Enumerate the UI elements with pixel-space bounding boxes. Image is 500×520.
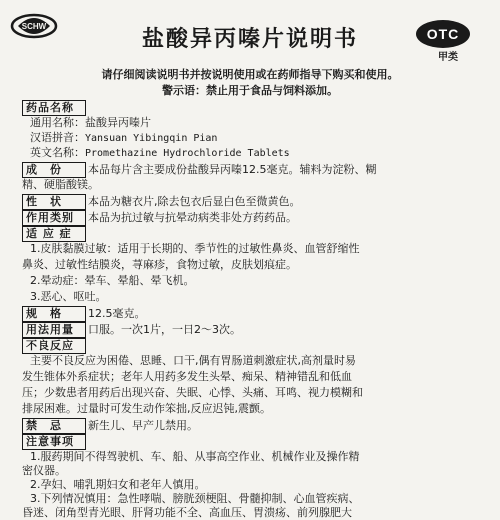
caution-header: [22, 434, 486, 450]
pinyin-label: 汉语拼音：: [30, 131, 85, 144]
section-label: 药品名称: [22, 100, 86, 116]
section-label: 适 应 症: [22, 226, 86, 242]
dosage-row: [22, 322, 486, 338]
section-label: 禁 忌: [22, 418, 86, 434]
document-title: 盐酸异丙嗪片说明书: [141, 27, 358, 52]
generic-name-row: [30, 116, 486, 130]
adverse-text-1: 主要不良反应为困倦、思睡、口干,偶有胃肠道刺激症状,高剂量时易: [30, 354, 356, 367]
category-row: [22, 210, 486, 226]
section-name-header: [22, 100, 486, 116]
contra-text: 新生儿、早产儿禁用。: [88, 419, 198, 432]
caution-item-3-cont: 昏迷、闭角型青光眼、肝肾功能不全、高血压、胃溃疡、前列腺肥大: [22, 506, 352, 519]
otc-category: 甲类: [438, 52, 458, 63]
section-label: 规 格: [22, 306, 86, 322]
generic-name-value: 盐酸异丙嗪片: [85, 116, 151, 129]
dosage-text: 口服。一次1片，一日2～3次。: [88, 323, 241, 336]
warning-notice: [0, 84, 500, 98]
spec-row: [22, 306, 486, 322]
character-text: 本品为糖衣片,除去包衣后显白色至微黄色。: [88, 195, 301, 208]
ingredients-row: [22, 162, 486, 178]
ingredients-text: 本品每片含主要成份盐酸异丙嗪12.5毫克。辅料为淀粉、糊: [88, 163, 377, 176]
caution-item-1-cont: 密仪器。: [22, 464, 66, 477]
contra-row: [22, 418, 486, 434]
caution-item-2: 2.孕妇、哺乳期妇女和老年人慎用。: [30, 478, 206, 491]
section-label: 注意事项: [22, 434, 86, 450]
ingredients-text-cont: 精、硬脂酸镁。: [22, 178, 99, 191]
pinyin-row: [30, 131, 486, 146]
spec-text: 12.5毫克。: [88, 307, 146, 320]
indication-item-1-cont: 鼻炎、过敏性结膜炎，荨麻疹，食物过敏，皮肤划痕症。: [22, 258, 297, 271]
read-notice: 请仔细阅读说明书并按说明使用或在药师指导下购买和使用。: [101, 68, 399, 81]
character-row: [22, 194, 486, 210]
otc-badge: OTC: [416, 20, 470, 48]
adverse-text-3: 压；少数患者用药后出现兴奋、失眠、心悸、头痛、耳鸣、视力模糊和: [22, 386, 363, 399]
section-label: 作用类别: [22, 210, 86, 226]
caution-item-3: 3.下列情况慎用：急性哮喘、膀胱颈梗阻、骨髓抑制、心血管疾病、: [30, 492, 360, 505]
caution-item-1: 1.服药期间不得驾驶机、车、船、从事高空作业、机械作业及操作精: [30, 450, 360, 463]
warning-text: 禁止用于食品与饲料添加。: [206, 84, 338, 97]
adverse-header: [22, 338, 486, 354]
category-text: 本品为抗过敏与抗晕动病类非处方药药品。: [88, 211, 297, 224]
indications-header: [22, 226, 486, 242]
section-label: 不良反应: [22, 338, 86, 354]
warning-label: 警示语：: [162, 84, 206, 97]
logo-text: SCHW: [21, 22, 47, 31]
section-label: 性 状: [22, 194, 86, 210]
section-label: 用法用量: [22, 322, 86, 338]
indication-item-1: 1.皮肤黏膜过敏：适用于长期的、季节性的过敏性鼻炎、血管舒缩性: [30, 242, 360, 255]
section-label: 成 份: [22, 162, 86, 178]
pinyin-value: Yansuan Yibingqin Pian: [85, 133, 218, 144]
adverse-text-4: 排尿困难。过量时可发生动作笨拙,反应迟钝,震颤。: [22, 402, 271, 415]
indication-item-2: 2.晕动症：晕车、晕船、晕飞机。: [30, 274, 195, 287]
adverse-text-2: 发生锥体外系症状；老年人用药多发生头晕、痴呆、精神错乱和低血: [22, 370, 352, 383]
indication-item-3: 3.恶心、呕吐。: [30, 290, 107, 303]
generic-name-label: 通用名称：: [30, 116, 85, 129]
english-name-label: 英文名称：: [30, 146, 85, 159]
english-name-row: [30, 146, 486, 161]
english-name-value: Promethazine Hydrochloride Tablets: [85, 148, 290, 159]
